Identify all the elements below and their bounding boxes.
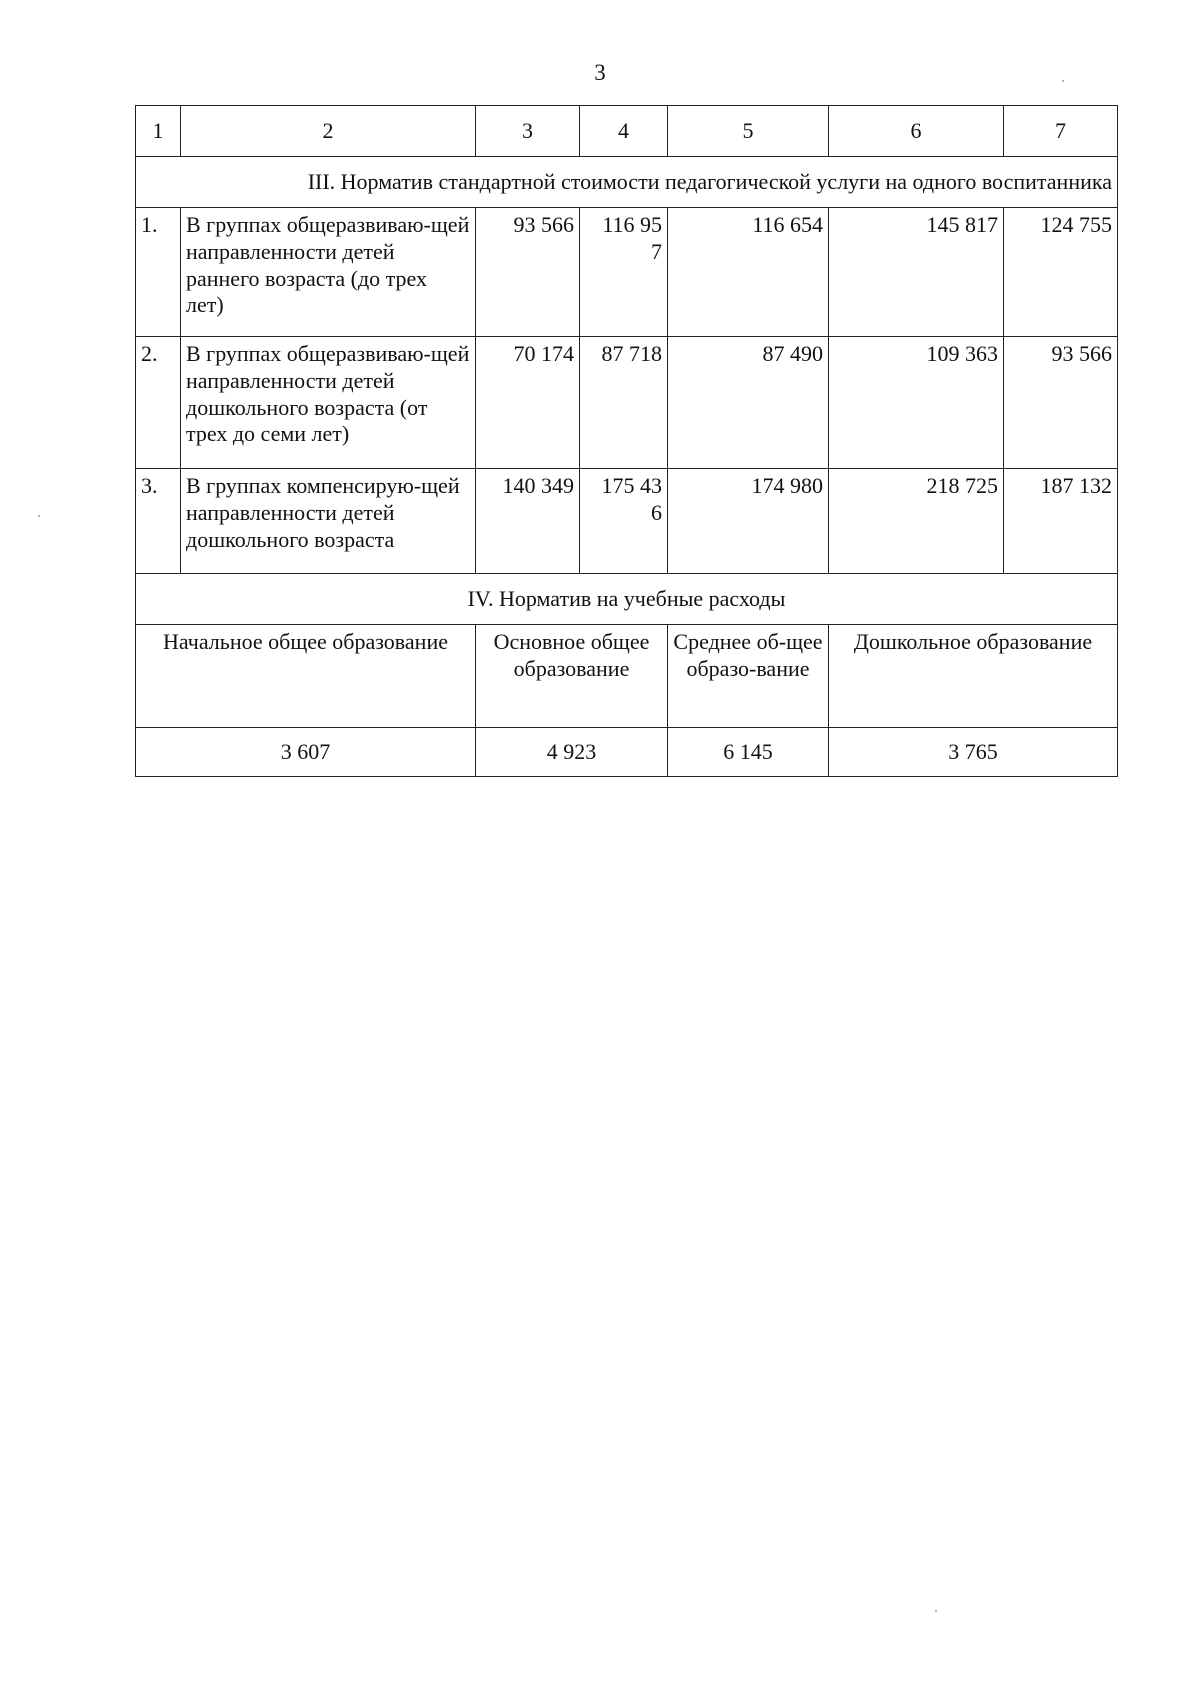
education-amount: 4 923	[476, 728, 668, 777]
value-cell: 93 566	[476, 208, 580, 337]
education-amount: 3 765	[829, 728, 1118, 777]
education-amount: 3 607	[136, 728, 476, 777]
value-cell: 116 654	[668, 208, 829, 337]
normative-table	[135, 105, 1118, 777]
value-cell: 87 718	[580, 337, 668, 469]
section-4-title-row	[136, 574, 1118, 625]
education-level: Начальное общее образование	[136, 625, 476, 728]
value-cell: 87 490	[668, 337, 829, 469]
column-number: 6	[829, 106, 1004, 157]
table-row	[136, 337, 1118, 469]
scan-speck	[935, 1610, 937, 1612]
value-cell: 140 349	[476, 469, 580, 574]
value-cell: 218 725	[829, 469, 1004, 574]
page-number: 3	[594, 60, 606, 85]
value-text: 116 957	[602, 212, 662, 264]
value-cell: 124 755	[1004, 208, 1118, 337]
education-level: Среднее об-щее образо-вание	[668, 625, 829, 728]
scan-speck	[38, 515, 40, 517]
education-amount-row	[136, 728, 1118, 777]
column-number: 1	[136, 106, 181, 157]
value-cell: 70 174	[476, 337, 580, 469]
education-level: Основное общее образование	[476, 625, 668, 728]
table-row	[136, 208, 1118, 337]
section-3-title: III. Норматив стандартной стоимости педагогической услуги на одного воспитанника	[136, 157, 1118, 208]
education-amount: 6 145	[668, 728, 829, 777]
value-cell: 174 980	[668, 469, 829, 574]
education-level: Дошкольное образование	[829, 625, 1118, 728]
column-number: 5	[668, 106, 829, 157]
section-3-title-row	[136, 157, 1118, 208]
value-cell: 145 817	[829, 208, 1004, 337]
section-4-title: IV. Норматив на учебные расходы	[136, 574, 1118, 625]
value-text: 175 436	[601, 473, 662, 525]
value-cell: 187 132	[1004, 469, 1118, 574]
row-description: В группах общеразвиваю-щей направленности детей дошкольного возраста (от трех до семи лет)	[181, 337, 476, 469]
column-number-row	[136, 106, 1118, 157]
value-cell	[580, 208, 668, 337]
value-cell: 93 566	[1004, 337, 1118, 469]
column-number: 2	[181, 106, 476, 157]
row-index: 2.	[136, 337, 181, 469]
row-description: В группах общеразвиваю-щей направленности детей раннего возраста (до трех лет)	[181, 208, 476, 337]
education-level-row	[136, 625, 1118, 728]
value-cell	[580, 469, 668, 574]
column-number: 4	[580, 106, 668, 157]
column-number: 7	[1004, 106, 1118, 157]
scan-speck	[1062, 80, 1064, 82]
row-index: 3.	[136, 469, 181, 574]
table-row	[136, 469, 1118, 574]
column-number: 3	[476, 106, 580, 157]
value-cell: 109 363	[829, 337, 1004, 469]
row-index: 1.	[136, 208, 181, 337]
row-description: В группах компенсирую-щей направленности детей дошкольного возраста	[181, 469, 476, 574]
